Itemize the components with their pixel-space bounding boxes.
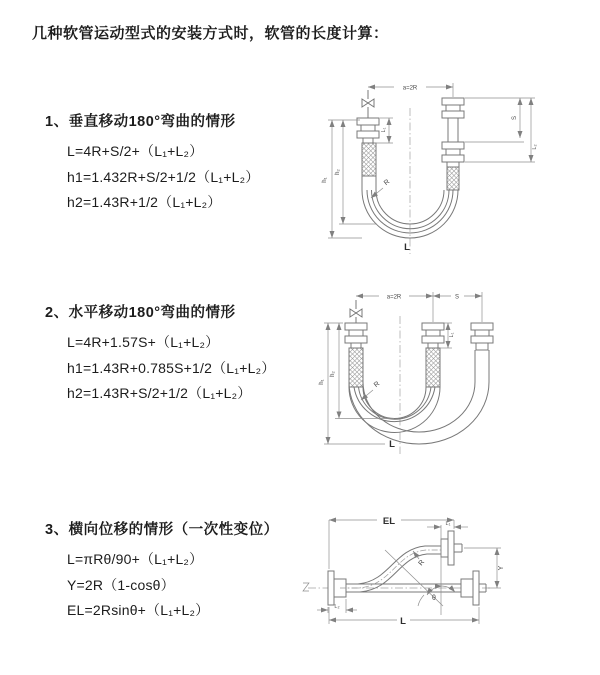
top-dimensions [356,291,482,322]
d3-label-l: L [400,616,406,627]
radius-callout [371,179,391,198]
d3-label-el: EL [382,516,396,527]
d1-label-h1: h₁ [322,177,328,183]
d1-label-l1: L₁ [381,127,387,133]
valve-icon [362,90,374,118]
radius-callout [413,551,426,567]
formula-line: h2=1.43R+S/2+1/2（L₁+L₂） [67,385,252,401]
section-3 [45,521,279,624]
section-3-formulas [67,547,279,624]
d2-label-h2: h₂ [330,371,336,377]
formula-line: L=4R+S/2+（L₁+L₂） [67,143,204,159]
d1-label-r: R [382,178,392,188]
top-dimension [368,81,453,97]
section-1-formulas [67,139,259,216]
d2-label-a2r: a=2R [386,294,402,301]
formula-line: L=4R+1.57S+（L₁+L₂） [67,334,220,350]
hose-u-bends [349,382,489,444]
l1-dimension [427,521,468,527]
page-title: 几种软管运动型式的安装方式时，软管的长度计算： [32,25,389,42]
el-dimension [329,513,454,569]
d3-label-l1: L₁ [445,521,451,527]
formula-line: h2=1.43R+1/2（L₁+L₂） [67,194,222,210]
diagram-horizontal-180-bend [312,282,552,472]
d1-label-s: S [512,115,518,121]
d3-label-theta: θ [432,595,436,602]
left-fitting [345,323,367,387]
d3-label-y: Y [498,565,505,571]
d1-label-l-total: L [404,242,410,253]
section-2 [45,304,275,407]
d1-label-l2: L₂ [532,144,538,150]
d2-label-h1: h₁ [319,379,325,385]
section-1-heading: 1、垂直移动180°弯曲的情形 [45,114,236,130]
diagram-lateral-displacement [298,503,563,658]
formula-line: L=πRθ/90+（L₁+L₂） [67,551,204,567]
d3-label-r: R [417,558,427,568]
d2-label-s: S [454,294,460,301]
axis-break-mark [303,583,309,591]
formula-line: Y=2R（1-cosθ） [67,576,175,593]
d2-label-r: R [372,380,382,390]
section-1 [45,113,259,216]
upper-flange [441,531,462,565]
d1-label-h2: h₂ [335,169,341,175]
section-2-formulas [67,330,275,407]
d1-label-a2r: a=2R [402,85,418,92]
section-2-heading: 2、水平移动180°弯曲的情形 [45,305,236,321]
left-fitting [357,118,379,190]
diagram-vertical-180-bend [310,72,545,267]
right-fitting [442,98,464,190]
middle-fitting [422,323,444,387]
hose-s-curve [340,546,441,592]
formula-line: h1=1.43R+0.785S+1/2（L₁+L₂） [67,359,276,376]
l2-dimension [317,599,357,613]
formula-line: h1=1.432R+S/2+1/2（L₁+L₂） [67,168,260,185]
section-3-heading: 3、横向位移的情形（一次性变位） [45,522,279,538]
right-fitting [471,323,493,382]
d2-label-l1: L₁ [449,332,455,338]
valve-icon [350,300,362,323]
travel-dimensions [465,98,538,162]
d3-label-l2: L₂ [334,604,340,610]
formula-line: EL=2Rsinθ+（L₁+L₂） [67,602,210,618]
d2-label-l-total: L [389,439,395,450]
